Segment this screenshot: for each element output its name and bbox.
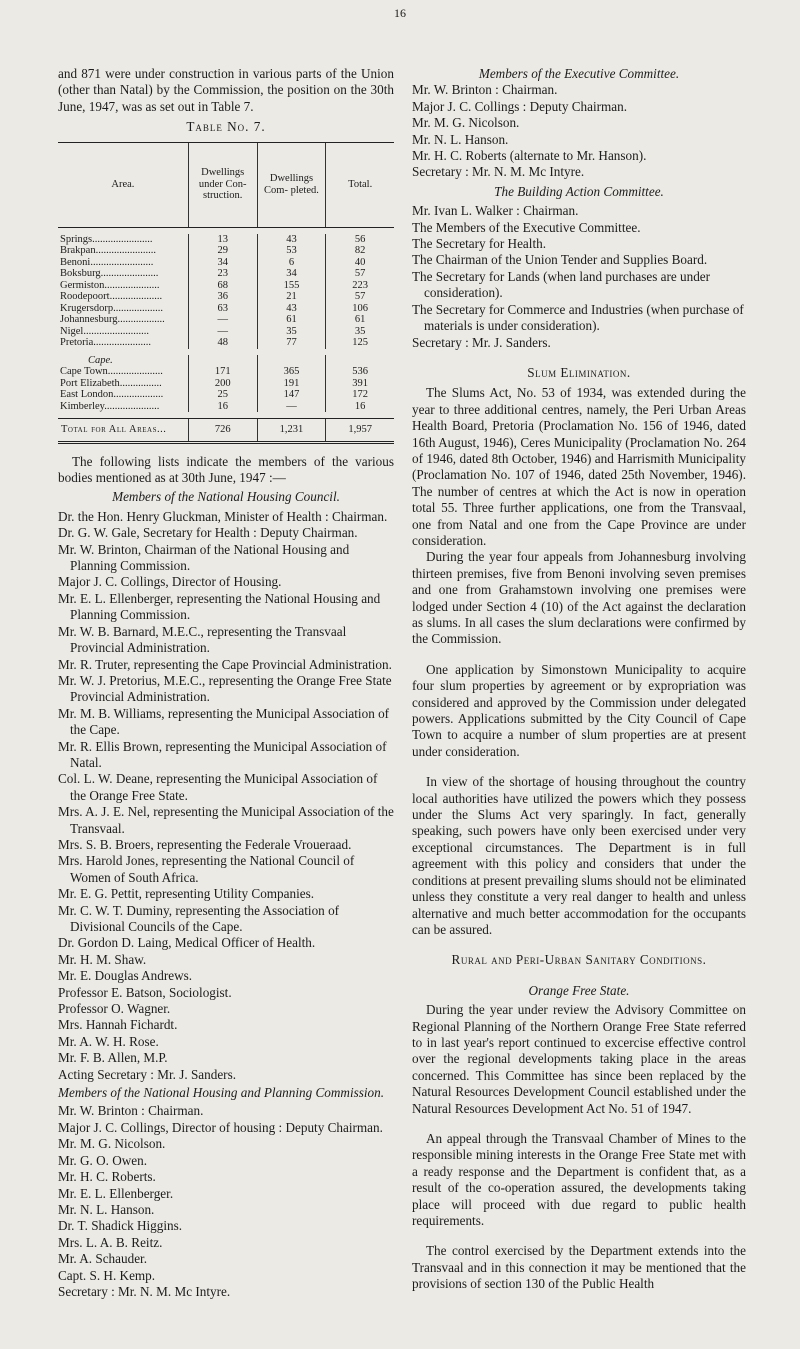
table-row: Roodepoort.................... 36 21 57: [58, 291, 394, 303]
member-entry: Secretary : Mr. N. M. Mc Intyre.: [412, 164, 585, 180]
slum-paragraph-3: One application by Simonstown Municipality to acquire four slum properties by agreement or by expropriation was considered and approved by the Commission under delegated powers. Applications submitted by the City Council of Cape Town to acquire a number of slum properties are at present under consideration.: [412, 661, 746, 759]
table-row: Port Elizabeth................ 200 191 391: [58, 378, 394, 390]
col-header-area: Area.: [58, 142, 188, 227]
member-entry: Dr. Gordon D. Laing, Medical Officer of Health.: [58, 935, 316, 951]
member-entry: Dr. G. W. Gale, Secretary for Health : Deputy Chairman.: [58, 525, 358, 541]
col-header-completed: Dwellings Com- pleted.: [257, 142, 326, 227]
member-entry: Professor E. Batson, Sociologist.: [58, 984, 232, 1000]
member-entry: Dr. the Hon. Henry Gluckman, Minister of Health : Chairman.: [58, 508, 388, 524]
nhpc-member-list: [58, 1103, 394, 1300]
member-entry: Major J. C. Collings, Director of Housing.: [58, 574, 282, 590]
nhpc-heading: Members of the National Housing and Planning Commission.: [58, 1085, 385, 1101]
member-entry: Mr. E. L. Ellenberger.: [58, 1185, 174, 1201]
nhc-heading: Members of the National Housing Council.: [112, 489, 340, 505]
bac-member-list: [412, 203, 746, 351]
bac-heading: The Building Action Committee.: [494, 183, 664, 199]
lists-intro: The following lists indicate the members of the various bodies mentioned as at 30th June, 1947 :—: [58, 453, 394, 486]
nhc-member-list: [58, 509, 394, 1083]
member-entry: Major J. C. Collings : Deputy Chairman.: [412, 98, 628, 114]
member-entry: Mr. W. B. Barnard, M.E.C., representing the Transvaal Provincial Administration.: [58, 623, 347, 656]
member-entry: Secretary : Mr. N. M. Mc Intyre.: [58, 1283, 231, 1299]
slum-paragraph-4: In view of the shortage of housing throughout the country local authorities have utilized the powers which they possess under the Slums Act very sparingly. In fact, generally speaking, such powers have only been exercised under very exceptional circumstances. The Department is in full agreement with this policy and considers that under the conditions at present prevailing slums should not be eliminated unless they constitute a very real danger to health and unless alternative and much better accommodation for the occupants can be assured.: [412, 774, 746, 937]
member-entry: Secretary : Mr. J. Sanders.: [412, 334, 551, 350]
member-entry: Mr. H. C. Roberts.: [58, 1169, 156, 1185]
ofs-paragraph-2: An appeal through the Transvaal Chamber of Mines to the responsible mining interests in the Orange Free State met with a ready response and the Department is confident that, as a result of the co-operation assured, the developments taking place will proceed with due regard to public health requirements.: [412, 1130, 746, 1228]
member-entry: Mr. W. Brinton, Chairman of the National Housing and Planning Commission.: [58, 541, 350, 574]
col-header-total: Total.: [326, 142, 394, 227]
member-entry: Mr. Ivan L. Walker : Chairman.: [412, 203, 579, 219]
member-entry: Mr. N. L. Hanson.: [412, 131, 509, 147]
exec-member-list: [412, 82, 746, 180]
member-entry: Mr. N. L. Hanson.: [58, 1201, 155, 1217]
table-row: East London................... 25 147 172: [58, 389, 394, 401]
table-row: Kimberley..................... 16 — 16: [58, 401, 394, 413]
member-entry: Mr. R. Ellis Brown, representing the Municipal Association of Natal.: [58, 738, 387, 770]
member-entry: Mr. A. Schauder.: [58, 1251, 148, 1267]
member-entry: Mr. H. M. Shaw.: [58, 951, 147, 967]
slum-heading: Slum Elimination.: [527, 364, 631, 380]
member-entry: Mr. W. J. Pretorius, M.E.C., representing the Orange Free State Provincial Administration.: [58, 672, 392, 705]
table-caption: Table No. 7.: [186, 119, 266, 135]
table-row: Krugersdorp................... 63 43 106: [58, 303, 394, 315]
ofs-paragraph-3: The control exercised by the Department extends into the Transvaal and in this connection it may be mentioned that the provisions of section 130 of the Public Health: [412, 1243, 746, 1292]
member-entry: Mrs. L. A. B. Reitz.: [58, 1234, 163, 1250]
member-entry: Mr. E. Douglas Andrews.: [58, 968, 193, 984]
member-entry: Mr. W. Brinton : Chairman.: [58, 1103, 204, 1119]
member-entry: Professor O. Wagner.: [58, 1001, 171, 1017]
intro-paragraph: and 871 were under construction in various parts of the Union (other than Natal) by the Commission, the position on the 30th June, 1947, was as set out in Table 7.: [58, 66, 394, 114]
dwellings-table: [58, 142, 394, 444]
member-entry: The Members of the Executive Committee.: [412, 219, 641, 235]
member-entry: Capt. S. H. Kemp.: [58, 1267, 156, 1283]
exec-heading: Members of the Executive Committee.: [478, 66, 680, 81]
right-column: [412, 66, 746, 1293]
table-row: Springs....................... 13 43 56: [58, 234, 394, 246]
ofs-heading: Orange Free State.: [528, 982, 630, 998]
member-entry: Mr. H. C. Roberts (alternate to Mr. Hanson).: [412, 148, 647, 164]
member-entry: Mrs. Harold Jones, representing the National Council of Women of South Africa.: [58, 853, 355, 885]
member-entry: Col. L. W. Deane, representing the Municipal Association of the Orange Free State.: [58, 771, 378, 803]
table-row: Brakpan....................... 29 53 82: [58, 245, 394, 257]
member-entry: Mrs. S. B. Broers, representing the Federale Vroueraad.: [58, 836, 352, 852]
table-total-row: Total for All Areas... 726 1,231 1,957: [58, 419, 394, 443]
col-header-under-construction: Dwellings under Con- struction.: [188, 142, 257, 227]
table-row: Nigel......................... — 35 35: [58, 326, 394, 338]
member-entry: Mr. M. G. Nicolson.: [412, 115, 520, 131]
member-entry: The Secretary for Health.: [412, 236, 547, 252]
rural-heading: Rural and Peri-Urban Sanitary Conditions.: [451, 952, 707, 968]
member-entry: Mr. M. G. Nicolson.: [58, 1136, 166, 1152]
table-body: [58, 227, 394, 442]
member-entry: The Chairman of the Union Tender and Supplies Board.: [412, 252, 708, 268]
page-number: 16: [394, 6, 406, 20]
table-row: Cape Town..................... 171 365 536: [58, 366, 394, 378]
member-entry: Mr. A. W. H. Rose.: [58, 1033, 159, 1049]
member-entry: The Secretary for Lands (when land purchases are under consideration).: [412, 268, 711, 301]
member-entry: Mr. W. Brinton : Chairman.: [412, 82, 558, 98]
table-row: Germiston..................... 68 155 223: [58, 280, 394, 292]
slum-paragraph-1: The Slums Act, No. 53 of 1934, was extended during the year to three additional centres, namely, the Peri Urban Areas Health Board, Pretoria (Proclamation No. 156 of 1946, dated 16th August, 1946), Ceres Municipality (Proclamation No. 264 of 1946, dated 8th October, 1946) and Harrismith Municipality (Proclamation No. 107 of 1946, dated 25th November, 1946). The number of centres at which the Act is now in operation total 55. Three further applications, one from the Transvaal, one from Natal and one from the Cape Province are under consideration.: [412, 385, 746, 548]
left-column: [58, 66, 394, 1300]
ofs-paragraph-1: During the year under review the Advisory Committee on Regional Planning of the Northern Orange Free State referred to in last year's report continued to excercise effective control over the regional developments taking place in the areas concerned. This Committee has since been replaced by the Natural Resources Development Council established under the Natural Resources Development Act No. 51 of 1947.: [412, 1002, 746, 1116]
table-row: Benoni........................ 34 6 40: [58, 257, 394, 269]
table-subheading-cape: Cape.: [58, 355, 394, 367]
member-entry: Mr. M. B. Williams, representing the Municipal Association of the Cape.: [58, 705, 390, 738]
member-entry: Mrs. A. J. E. Nel, representing the Municipal Association of the Transvaal.: [58, 804, 394, 836]
member-entry: Major J. C. Collings, Director of housing : Deputy Chairman.: [58, 1119, 383, 1135]
member-entry: Mr. E. L. Ellenberger, representing the National Housing and Planning Commission.: [58, 590, 381, 623]
member-entry: Mrs. Hannah Fichardt.: [58, 1017, 178, 1033]
member-entry: Acting Secretary : Mr. J. Sanders.: [58, 1066, 236, 1082]
member-entry: Dr. T. Shadick Higgins.: [58, 1218, 183, 1234]
member-entry: Mr. R. Truter, representing the Cape Provincial Administration.: [58, 656, 392, 672]
member-entry: Mr. F. B. Allen, M.P.: [58, 1050, 168, 1066]
table-row: Johannesburg.................. — 61 61: [58, 314, 394, 326]
member-entry: The Secretary for Commerce and Industries (when purchase of materials is under consideration).: [412, 301, 744, 334]
member-entry: Mr. G. O. Owen.: [58, 1152, 148, 1168]
member-entry: Mr. E. G. Pettit, representing Utility Companies.: [58, 886, 315, 902]
member-entry: Mr. C. W. T. Duminy, representing the Association of Divisional Councils of the Cape.: [58, 902, 340, 934]
table-row: Pretoria...................... 48 77 125: [58, 337, 394, 349]
table-row: Boksburg...................... 23 34 57: [58, 268, 394, 280]
slum-paragraph-2: During the year four appeals from Johannesburg involving thirteen premises, five from Benoni involving seven premises and one from Grahamstown involving one premises were lodged under Section 4 (10) of the Act against the declaration as slums. In all cases the slum declarations were confirmed by the Commission.: [412, 549, 746, 647]
